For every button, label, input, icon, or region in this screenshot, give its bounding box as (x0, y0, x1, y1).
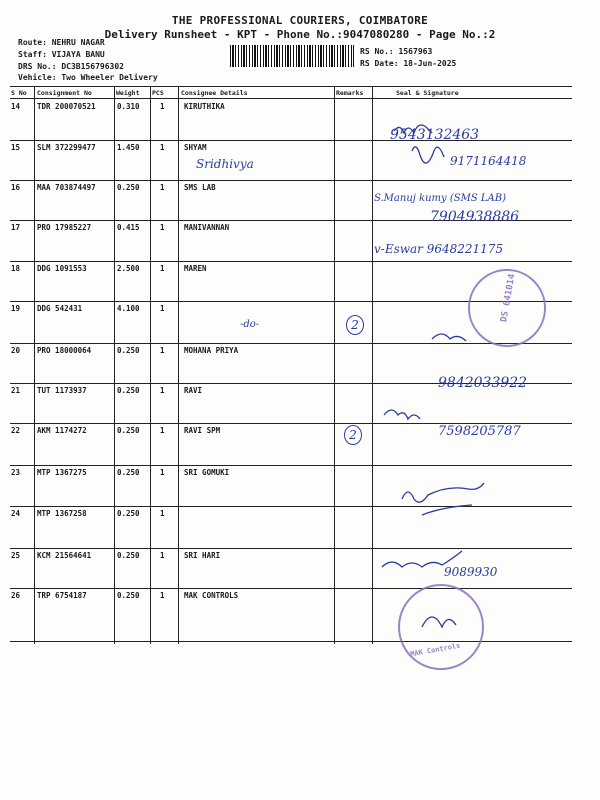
vehicle-value: Two Wheeler Delivery (61, 73, 158, 82)
col-header-consignment: Consignment No (37, 89, 92, 97)
cell-consignment: TDR 200070521 (37, 102, 96, 111)
cell-weight: 0.250 (117, 509, 140, 518)
cell-consignment: MTP 1367275 (37, 468, 87, 477)
handwritten-phone: 9543132463 (390, 127, 480, 143)
handwritten-name: S.Manuj kumy (SMS LAB) (374, 193, 506, 204)
signatures-layer (372, 87, 572, 644)
cell-sno: 14 (11, 102, 21, 111)
cell-pcs: 1 (160, 386, 165, 395)
cell-weight: 1.450 (117, 143, 140, 152)
handwritten-phone: 9171164418 (450, 154, 527, 168)
col-rule (150, 87, 151, 644)
cell-consignee: SRI GOMUKI (184, 468, 230, 477)
col-rule (334, 87, 335, 644)
drs-value: DC3B156796302 (61, 62, 124, 71)
cell-consignment: PRO 17985227 (37, 223, 92, 232)
runsheet-table (10, 86, 572, 659)
staff-value: VIJAYA BANU (51, 50, 105, 59)
col-header-weight: Weight (116, 89, 140, 97)
cell-consignment: DDG 542431 (37, 304, 83, 313)
drs-line: DRS No.: DC3B156796302 (18, 62, 124, 71)
cell-weight: 0.250 (117, 468, 140, 477)
col-rule (178, 87, 179, 644)
cell-sno: 24 (11, 509, 21, 518)
route-line: Route: NEHRU NAGAR (18, 38, 105, 47)
rs-no-value: 1567963 (398, 47, 433, 56)
cell-sno: 22 (11, 426, 21, 435)
col-header-sno: S No (11, 89, 27, 97)
vehicle-line: Vehicle: Two Wheeler Delivery (18, 73, 158, 82)
handwritten-dash: -do- (240, 319, 260, 330)
cell-consignee: SMS LAB (184, 183, 216, 192)
cell-consignment: MTP 1367258 (37, 509, 87, 518)
cell-sno: 25 (11, 551, 21, 560)
cell-pcs: 1 (160, 509, 165, 518)
cell-pcs: 1 (160, 551, 165, 560)
handwritten-phone: 9842033922 (438, 375, 528, 391)
col-rule (34, 87, 35, 644)
col-header-pcs: PCS (152, 89, 164, 97)
cell-sno: 16 (11, 183, 21, 192)
signature-scribble (412, 147, 444, 163)
cell-weight: 0.250 (117, 183, 140, 192)
company-title: THE PROFESSIONAL COURIERS, COIMBATORE (171, 14, 429, 27)
cell-weight: 0.250 (117, 591, 140, 600)
cell-sno: 18 (11, 264, 21, 273)
cell-weight: 0.415 (117, 223, 140, 232)
stamp-code: DS 641014 (499, 273, 518, 323)
cell-pcs: 1 (160, 223, 165, 232)
cell-consignee: MAK CONTROLS (184, 591, 239, 600)
handwritten-count: 2 (344, 425, 362, 445)
cell-weight: 2.500 (117, 264, 140, 273)
cell-weight: 0.250 (117, 426, 140, 435)
signature-scribble (384, 410, 420, 419)
cell-consignment: SLM 372299477 (37, 143, 96, 152)
cell-pcs: 1 (160, 102, 165, 111)
cell-consignment: KCM 21564641 (37, 551, 92, 560)
cell-consignee: SHYAM (184, 143, 207, 152)
cell-consignment: TRP 6754187 (37, 591, 87, 600)
handwritten-phone: 7904938886 (430, 209, 520, 225)
cell-consignee: MOHANA PRIYA (184, 346, 239, 355)
cell-consignee: RAVI SPM (184, 426, 221, 435)
cell-pcs: 1 (160, 264, 165, 273)
cell-sno: 15 (11, 143, 21, 152)
cell-sno: 26 (11, 591, 21, 600)
cell-sno: 21 (11, 386, 21, 395)
cell-weight: 4.100 (117, 304, 140, 313)
rs-date-line: RS Date: 18-Jun-2025 (360, 59, 457, 68)
cell-sno: 23 (11, 468, 21, 477)
cell-pcs: 1 (160, 304, 165, 313)
cell-consignment: MAA 703874497 (37, 183, 96, 192)
rs-date-value: 18-Jun-2025 (403, 59, 457, 68)
cell-weight: 0.250 (117, 551, 140, 560)
handwritten-phone: 7598205787 (438, 424, 521, 439)
cell-weight: 0.310 (117, 102, 140, 111)
staff-line: Staff: VIJAYA BANU (18, 50, 105, 59)
cell-sno: 17 (11, 223, 21, 232)
route-value: NEHRU NAGAR (51, 38, 105, 47)
cell-pcs: 1 (160, 591, 165, 600)
stamp-text: MAK Controls (409, 641, 461, 659)
col-header-remarks: Remarks (336, 89, 364, 97)
signature-scribble (432, 334, 466, 341)
cell-weight: 0.250 (117, 386, 140, 395)
company-stamp (468, 269, 546, 347)
handwritten-phone: 9089930 (444, 565, 498, 579)
cell-consignment: TUT 1173937 (37, 386, 87, 395)
signature-scribble (394, 125, 432, 133)
col-header-seal: Seal & Signature (396, 89, 459, 97)
signature-scribble (422, 505, 472, 515)
cell-sno: 19 (11, 304, 21, 313)
cell-consignee: MAREN (184, 264, 207, 273)
cell-sno: 20 (11, 346, 21, 355)
cell-pcs: 1 (160, 346, 165, 355)
runsheet-subtitle: Delivery Runsheet - KPT - Phone No.:9047080280 - Page No.:2 (104, 28, 496, 41)
col-header-consignee: Consignee Details (181, 89, 248, 97)
handwritten-name: Sridhivya (196, 157, 254, 171)
col-rule (114, 87, 115, 644)
cell-consignment: PRO 18000064 (37, 346, 92, 355)
cell-pcs: 1 (160, 468, 165, 477)
cell-consignee: MANIVANNAN (184, 223, 230, 232)
company-stamp (398, 584, 484, 670)
cell-consignment: DDG 1091553 (37, 264, 87, 273)
cell-consignment: AKM 1174272 (37, 426, 87, 435)
barcode (230, 45, 354, 67)
signature-scribble (402, 483, 484, 502)
cell-pcs: 1 (160, 426, 165, 435)
cell-consignee: RAVI (184, 386, 203, 395)
handwritten-note: v-Eswar 9648221175 (374, 242, 504, 256)
rs-no-line: RS No.: 1567963 (360, 47, 433, 56)
signature-scribble (382, 551, 462, 567)
cell-weight: 0.250 (117, 346, 140, 355)
cell-pcs: 1 (160, 183, 165, 192)
cell-consignee: SRI HARI (184, 551, 221, 560)
cell-consignee: KIRUTHIKA (184, 102, 225, 111)
handwritten-count: 2 (346, 315, 364, 335)
cell-pcs: 1 (160, 143, 165, 152)
